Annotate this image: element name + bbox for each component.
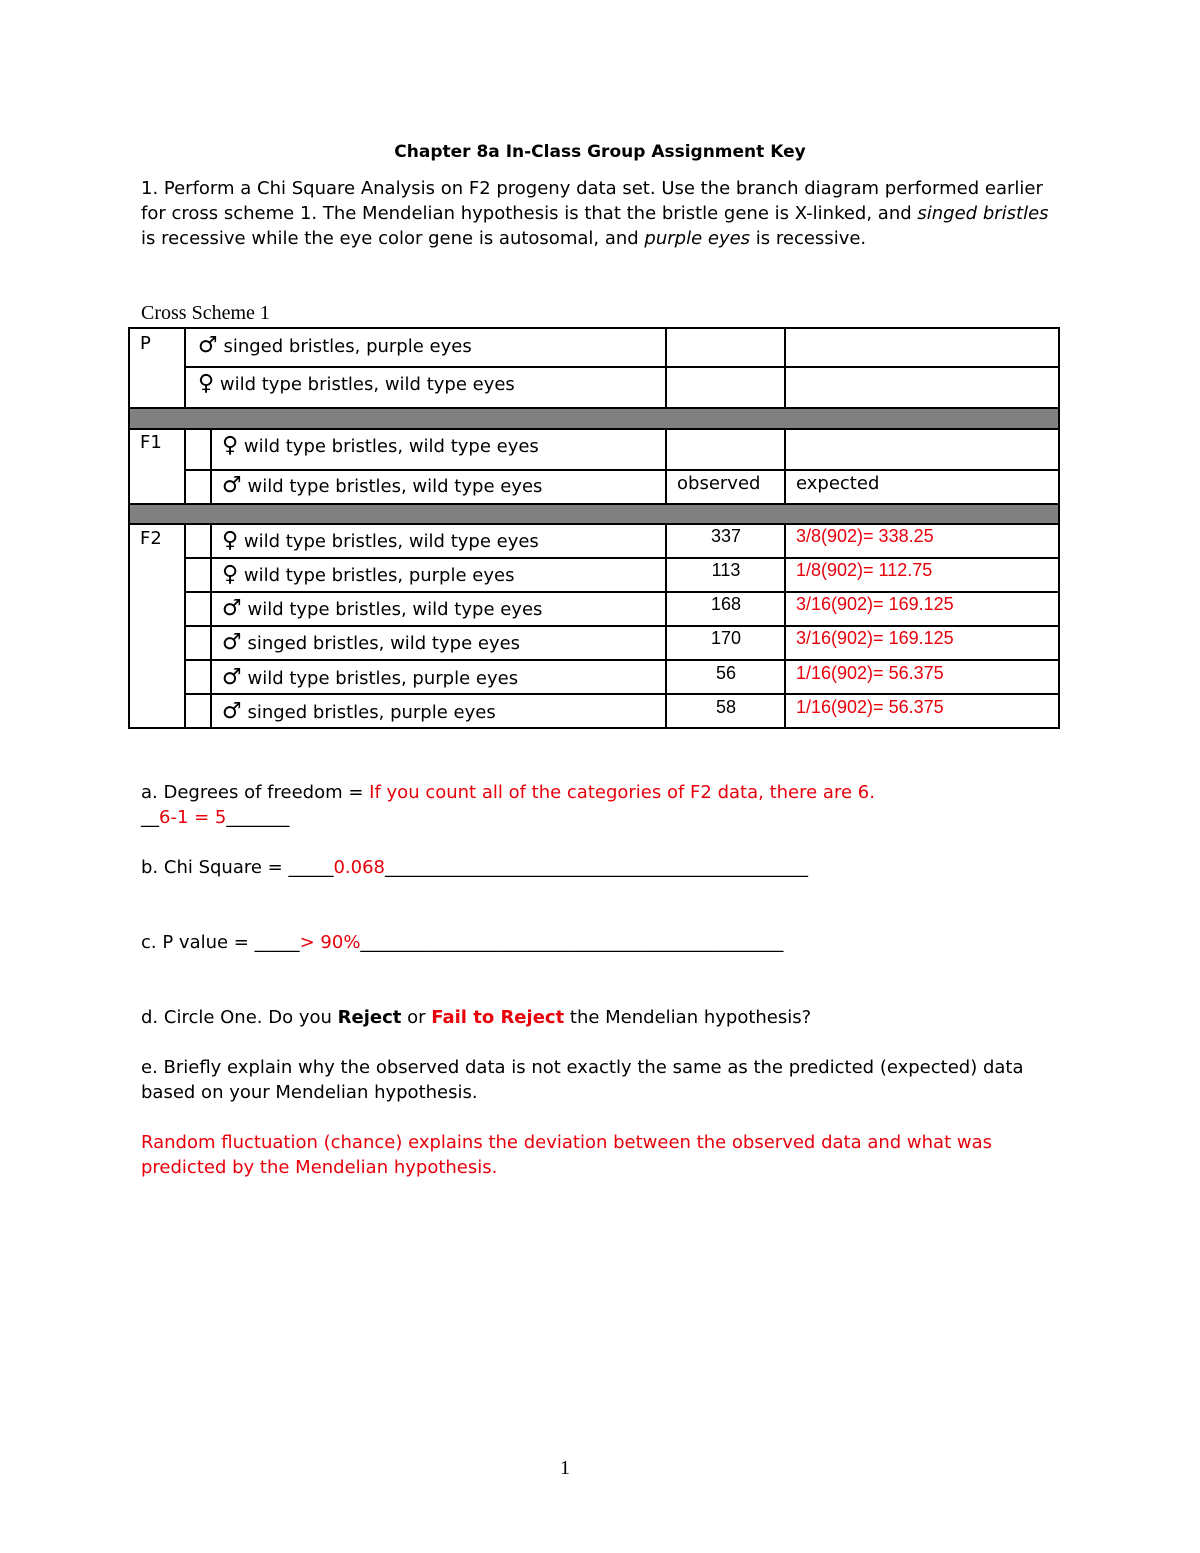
observed-value: 113 bbox=[711, 560, 741, 580]
generation-label-f2: F2 bbox=[140, 528, 162, 549]
page-number: 1 bbox=[560, 1457, 570, 1479]
blank-line: _______________________________________________ bbox=[360, 932, 784, 953]
question-e: e. Briefly explain why the observed data is not exactly the same as the predicted (expected) data based on your Mendelian hypothesis. bbox=[141, 1057, 1024, 1103]
male-symbol-icon: ♂ bbox=[222, 665, 242, 690]
expected-header: expected bbox=[796, 473, 880, 494]
observed-value: 168 bbox=[710, 594, 742, 614]
expected-value: 3/16(902)= 169.125 bbox=[796, 594, 954, 614]
table-line bbox=[184, 693, 1060, 695]
male-symbol-icon: ♂ bbox=[222, 699, 242, 724]
table-line bbox=[128, 428, 1060, 430]
blank-line: _______ bbox=[226, 807, 290, 828]
table-line bbox=[184, 428, 186, 504]
document-title: Chapter 8a In-Class Group Assignment Key bbox=[394, 142, 806, 162]
table-line bbox=[128, 407, 1060, 409]
table-line bbox=[184, 625, 1060, 627]
table-line bbox=[184, 469, 1060, 471]
fail-to-reject-option: Fail to Reject bbox=[431, 1007, 565, 1028]
table-line bbox=[184, 523, 186, 729]
intro-part: is recessive while the eye color gene is autosomal, and bbox=[141, 228, 645, 249]
table-line bbox=[184, 327, 186, 409]
male-symbol-icon: ♂ bbox=[222, 473, 242, 498]
f2-row bbox=[222, 528, 539, 553]
table-line bbox=[128, 523, 1060, 525]
female-symbol-icon: ♀ bbox=[222, 433, 239, 458]
f2-row bbox=[222, 562, 514, 587]
phenotype-text: singed bristles, purple eyes bbox=[247, 702, 496, 723]
table-line bbox=[128, 503, 1060, 505]
table-line bbox=[210, 523, 212, 729]
p-row-female bbox=[198, 371, 515, 396]
table-line bbox=[128, 727, 1060, 729]
table-line bbox=[784, 327, 786, 409]
question-label: d. Circle One. Do you bbox=[141, 1007, 338, 1028]
table-line bbox=[784, 428, 786, 504]
female-symbol-icon: ♀ bbox=[222, 562, 239, 587]
observed-value: 170 bbox=[710, 628, 742, 648]
intro-italic-purple: purple eyes bbox=[644, 228, 751, 249]
observed-value: 56 bbox=[715, 663, 737, 683]
f2-row bbox=[222, 665, 518, 690]
phenotype-text: wild type bristles, wild type eyes bbox=[247, 599, 543, 620]
separator-row bbox=[128, 409, 1060, 428]
question-b bbox=[141, 855, 1061, 880]
male-symbol-icon: ♂ bbox=[222, 596, 242, 621]
expected-value: 1/16(902)= 56.375 bbox=[796, 663, 944, 683]
table-line bbox=[128, 327, 1060, 329]
question-a bbox=[141, 780, 1061, 830]
question-label: c. P value = bbox=[141, 932, 255, 953]
phenotype-text: wild type bristles, wild type eyes bbox=[243, 436, 539, 457]
table-line bbox=[665, 428, 667, 504]
female-symbol-icon: ♀ bbox=[198, 371, 215, 396]
male-symbol-icon: ♂ bbox=[198, 333, 218, 358]
female-symbol-icon: ♀ bbox=[222, 528, 239, 553]
table-line bbox=[184, 591, 1060, 593]
cross-scheme-title: Cross Scheme 1 bbox=[141, 302, 270, 324]
f2-row bbox=[222, 596, 542, 621]
f1-row-male bbox=[222, 473, 542, 498]
table-line bbox=[184, 366, 1060, 368]
answer-e: Random fluctuation (chance) explains the deviation between the observed data and what was predicted by the Mendelian hypothesis. bbox=[141, 1132, 992, 1178]
phenotype-text: wild type bristles, wild type eyes bbox=[247, 476, 543, 497]
blank-line: _____ bbox=[254, 932, 300, 953]
observed-value: 58 bbox=[715, 697, 737, 717]
expected-value: 3/8(902)= 338.25 bbox=[796, 526, 934, 546]
table-line bbox=[128, 327, 130, 729]
generation-label-f1: F1 bbox=[140, 432, 162, 453]
generation-label-p: P bbox=[140, 333, 151, 354]
table-line bbox=[184, 659, 1060, 661]
blank-line: _____ bbox=[288, 857, 334, 878]
cross-scheme-table bbox=[128, 327, 1060, 729]
question-c bbox=[141, 930, 1061, 955]
table-line bbox=[665, 327, 667, 409]
question-label: a. Degrees of freedom = bbox=[141, 782, 370, 803]
phenotype-text: wild type bristles, wild type eyes bbox=[219, 374, 515, 395]
male-symbol-icon: ♂ bbox=[222, 630, 242, 655]
observed-header: observed bbox=[677, 473, 761, 494]
blank-line: __ bbox=[141, 807, 159, 828]
answer-text: If you count all of the categories of F2 data, there are 6. bbox=[369, 782, 875, 803]
question-d bbox=[141, 1005, 1061, 1030]
question-rest: the Mendelian hypothesis? bbox=[564, 1007, 812, 1028]
f1-row-female bbox=[222, 433, 539, 458]
phenotype-text: wild type bristles, wild type eyes bbox=[243, 531, 539, 552]
answer-calc: 6-1 = 5 bbox=[159, 807, 227, 828]
table-line bbox=[210, 428, 212, 504]
answer-text: 0.068 bbox=[333, 857, 385, 878]
p-row-male bbox=[198, 333, 472, 358]
intro-italic-singed: singed bristles bbox=[917, 203, 1049, 224]
expected-value: 1/8(902)= 112.75 bbox=[796, 560, 933, 580]
intro-part: 1. Perform a Chi Square Analysis on F2 progeny data set. Use the branch diagram performed earlier for cross scheme 1. The Mendelian hypothesis is that the bristle gene is X-linked, and bbox=[141, 178, 1043, 224]
phenotype-text: singed bristles, purple eyes bbox=[223, 336, 472, 357]
table-line bbox=[184, 557, 1060, 559]
phenotype-text: wild type bristles, purple eyes bbox=[247, 668, 519, 689]
phenotype-text: wild type bristles, purple eyes bbox=[243, 565, 515, 586]
phenotype-text: singed bristles, wild type eyes bbox=[247, 633, 521, 654]
blank-line: _______________________________________________ bbox=[385, 857, 808, 878]
question-1-text bbox=[141, 176, 1061, 251]
answer-text: > 90% bbox=[299, 932, 361, 953]
intro-part: is recessive. bbox=[750, 228, 867, 249]
f2-row bbox=[222, 630, 520, 655]
table-line bbox=[1058, 327, 1060, 729]
expected-value: 1/16(902)= 56.375 bbox=[796, 697, 944, 717]
observed-value: 337 bbox=[710, 526, 742, 546]
reject-option: Reject bbox=[337, 1007, 402, 1028]
f2-row bbox=[222, 699, 496, 724]
question-label: b. Chi Square = bbox=[141, 857, 289, 878]
or-text: or bbox=[401, 1007, 432, 1028]
expected-value: 3/16(902)= 169.125 bbox=[796, 628, 954, 648]
separator-row bbox=[128, 504, 1060, 523]
